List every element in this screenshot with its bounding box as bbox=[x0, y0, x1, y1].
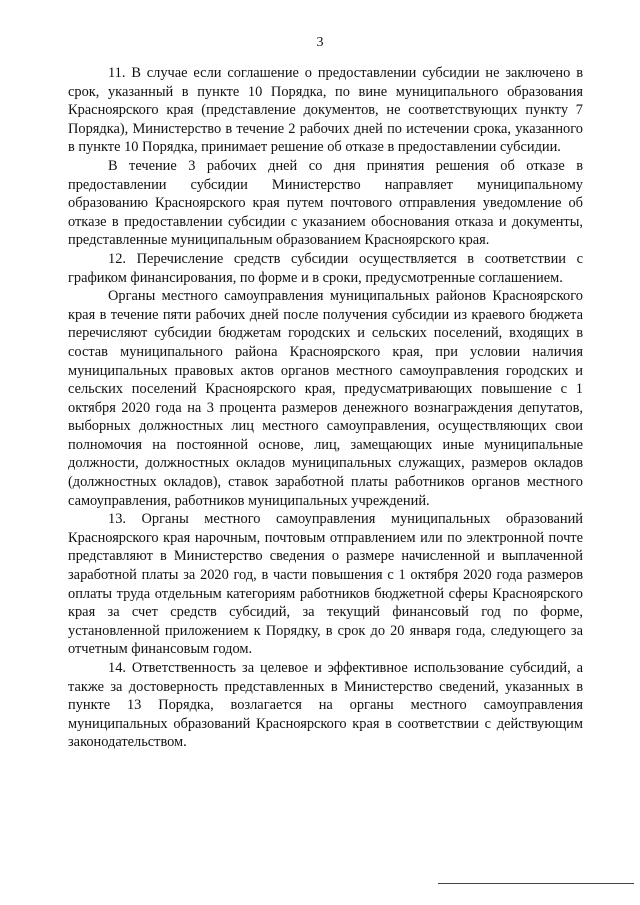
footer-rule bbox=[438, 883, 634, 884]
paragraph-11: 11. В случае если соглашение о предоставлении субсидии не заключено в срок, указанный в пункте 10 Порядка, по вине муниципального образования Красноярского края (представление документов, не соответствующих пункту 7 Порядка), Министерство в течение 2 рабочих дней по истечении срока, указанного в пункте 10 Порядка, принимает решение об отказе в предоставлении субсидии. bbox=[68, 65, 583, 156]
paragraph-13: 13. Органы местного самоуправления муниципальных образований Красноярского края нарочным, почтовым отправлением или по электронной почте представляют в Министерство сведения о размере начисленной и выплаченной заработной платы за 2020 год, в части повышения с 1 октября 2020 года размеров оплаты труда отдельным категориям работников бюджетной сферы Красноярского края за счет средств субсидий, за текущий финансовый год по форме, установленной приложением к Порядку, в срок до 20 января года, следующего за отчетным финансовым годом. bbox=[68, 511, 583, 658]
paragraph-14: 14. Ответственность за целевое и эффективное использование субсидий, а также за достоверность представленных в Министерство сведений, указанных в пункте 13 Порядка, возлагается на органы местного самоуправления муниципальных образований Красноярского края в соответствии с действующим законодательством. bbox=[68, 660, 583, 751]
document-body bbox=[68, 64, 583, 752]
paragraph-12-municipal-bodies: Органы местного самоуправления муниципальных районов Красноярского края в течение пяти рабочих дней после получения субсидии из краевого бюджета перечисляют субсидии бюджетам городских и сельских поселений, входящих в состав муниципального района Красноярского края, при условии наличия муниципальных правовых актов органов местного самоуправления городских и сельских поселений Красноярского края, предусматривающих повышение с 1 октября 2020 года на 3 процента размеров денежного вознаграждения депутатов, выборных должностных лиц местного самоуправления, осуществляющих свои полномочия на постоянной основе, лиц, замещающих иные муниципальные должности, должностных окладов муниципальных служащих, размеров окладов (должностных окладов), ставок заработной платы работников органов местного самоуправления, работников муниципальных учреждений. bbox=[68, 288, 583, 509]
paragraph-12: 12. Перечисление средств субсидии осуществляется в соответствии с графиком финансирования, по форме и в сроки, предусмотренные соглашением. bbox=[68, 250, 583, 286]
paragraph-11-refusal-notice: В течение 3 рабочих дней со дня принятия решения об отказе в предоставлении субсидии Министерство направляет муниципальному образованию Красноярского края путем почтового отправления уведомление об отказе в предоставлении субсидии с указанием обоснования отказа и документы, представленные муниципальным образованием Красноярского края. bbox=[68, 157, 583, 249]
page-number: 3 bbox=[316, 35, 324, 50]
